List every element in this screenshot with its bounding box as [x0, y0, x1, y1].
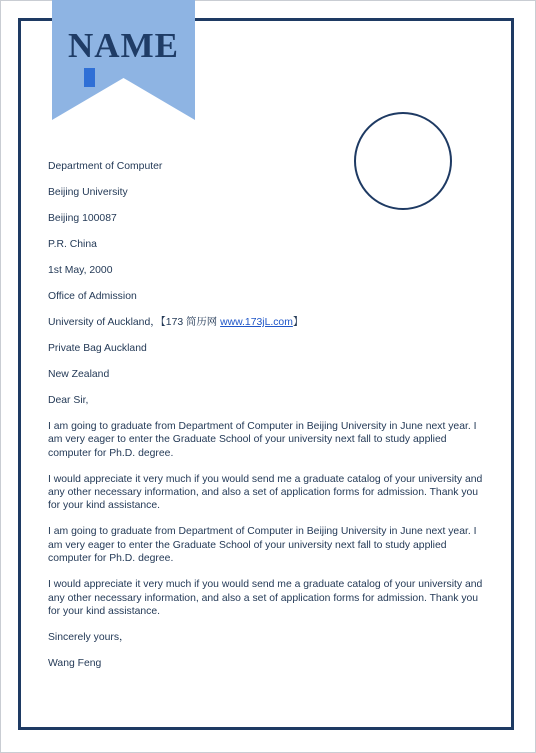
text-cursor-marker [84, 68, 95, 87]
recipient-office: Office of Admission [48, 290, 137, 302]
sender-line-city: Beijing 100087 [48, 212, 117, 224]
body-paragraph: I would appreciate it very much if you would send me a graduate catalog of your university and any other necessary information, and also a set of application forms for admission. Thank you for your kind assistance. [48, 473, 483, 512]
recipient-university-suffix: 】 [292, 316, 304, 328]
body-paragraph: I am going to graduate from Department of Computer in Beijing University in June next year. I am very eager to enter the Graduate School of your university next fall to study applied computer for Ph.D. degree. [48, 420, 477, 459]
recipient-country-line: New Zealand [48, 368, 110, 380]
website-link[interactable]: www.173jL.com [220, 316, 293, 328]
letter-body [48, 160, 492, 683]
recipient-address-line: Private Bag Auckland [48, 342, 147, 354]
letter-date: 1st May, 2000 [48, 264, 113, 276]
body-paragraph: I am going to graduate from Department of Computer in Beijing University in June next year. I am very eager to enter the Graduate School of your university next fall to study applied computer for Ph.D. degree. [48, 526, 477, 565]
sender-line-department: Department of Computer [48, 161, 163, 172]
name-title: NAME [68, 26, 179, 65]
recipient-university-line [48, 316, 492, 329]
body-paragraph: I would appreciate it very much if you would send me a graduate catalog of your university and any other necessary information, and also a set of application forms for admission. Thank you for your kind assistance. [48, 579, 483, 618]
salutation: Dear Sir, [48, 394, 89, 406]
signature: Wang Feng [48, 658, 102, 670]
sender-line-country: P.R. China [48, 238, 97, 250]
closing: Sincerely yours， [48, 632, 130, 644]
recipient-university-prefix: University of Auckland，【173 简历网 [48, 316, 221, 328]
sender-line-university: Beijing University [48, 186, 128, 198]
